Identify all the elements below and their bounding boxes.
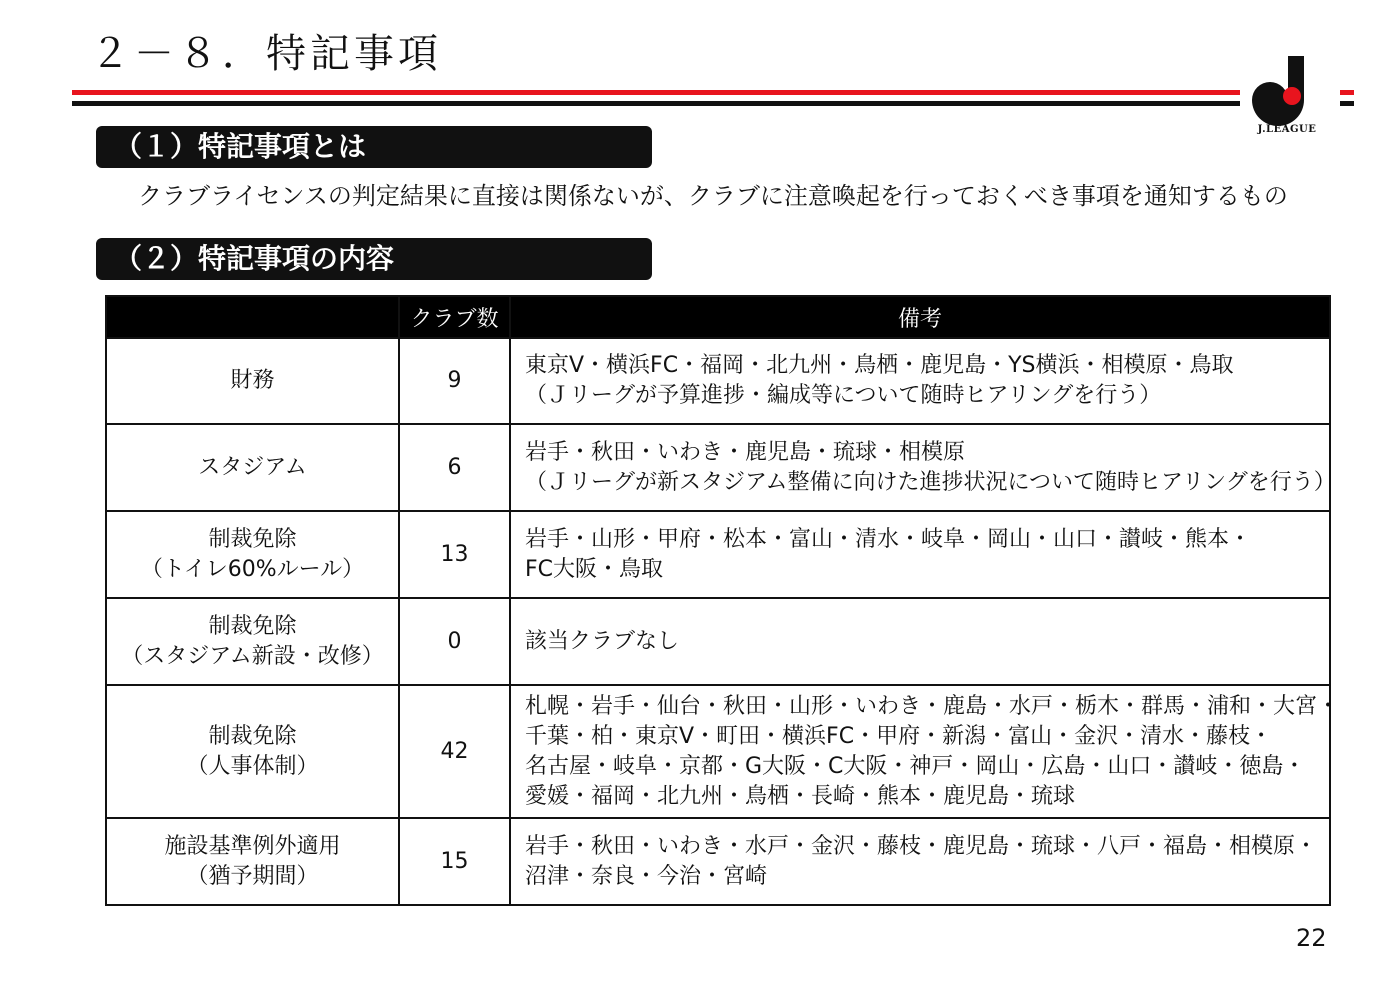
special-notes-table — [105, 295, 1340, 906]
row-remarks — [510, 598, 1330, 685]
row-category — [106, 424, 399, 511]
row-remarks — [510, 685, 1340, 818]
row-count: 6 — [399, 424, 510, 511]
header-black-rule-right — [1340, 101, 1354, 106]
header-red-rule — [72, 90, 1240, 95]
remarks-line: （Ｊリーグが予算進捗・編成等について随時ヒアリングを行う） — [525, 383, 1162, 408]
category-line: （トイレ60%ルール） — [140, 556, 365, 582]
remarks-line: 岩手・秋田・いわき・鹿児島・琉球・相模原 — [525, 439, 966, 465]
row-remarks — [510, 818, 1330, 905]
section2-heading: （２）特記事項の内容 — [96, 238, 652, 280]
row-category — [106, 598, 399, 685]
category-line: （猶予期間） — [186, 863, 319, 889]
category-line: 財務 — [230, 368, 275, 393]
remarks-line: FC大阪・鳥取 — [525, 556, 664, 582]
row-remarks — [510, 511, 1330, 598]
table-row — [106, 338, 1330, 424]
row-count: 42 — [399, 685, 510, 818]
row-count: 0 — [399, 598, 510, 685]
remarks-line: 該当クラブなし — [525, 628, 680, 654]
remarks-line: 名古屋・岐阜・京都・G大阪・C大阪・神戸・岡山・広島・山口・讃岐・徳島・ — [525, 753, 1306, 779]
table-row — [106, 511, 1330, 598]
table-header-row — [106, 296, 1330, 338]
remarks-line: 沼津・奈良・今治・宮崎 — [525, 863, 768, 889]
row-remarks — [510, 338, 1330, 424]
category-line: スタジアム — [198, 454, 307, 480]
header-remarks: 備考 — [510, 296, 1330, 338]
page-title: ２－８．特記事項 — [90, 31, 442, 77]
row-category — [106, 338, 399, 424]
category-line: （スタジアム新設・改修） — [121, 643, 384, 669]
remarks-line: 岩手・秋田・いわき・水戸・金沢・藤枝・鹿児島・琉球・八戸・福島・相模原・ — [525, 833, 1318, 859]
page-number: 22 — [1296, 924, 1327, 952]
row-category — [106, 685, 399, 818]
row-count: 9 — [399, 338, 510, 424]
row-remarks — [510, 424, 1336, 511]
section1-description: クラブライセンスの判定結果に直接は関係ないが、クラブに注意喚起を行っておくべき事項を通知するもの — [138, 182, 1288, 210]
row-category — [106, 511, 399, 598]
header-black-rule — [72, 101, 1240, 106]
row-count: 15 — [399, 818, 510, 905]
remarks-line: 岩手・山形・甲府・松本・富山・清水・岐阜・岡山・山口・讃岐・熊本・ — [525, 526, 1252, 552]
header-red-rule-right — [1340, 90, 1354, 95]
section1-heading: （１）特記事項とは — [96, 126, 652, 168]
remarks-line: 札幌・岩手・仙台・秋田・山形・いわき・鹿島・水戸・栃木・群馬・浦和・大宮・ — [525, 693, 1340, 719]
category-line: （人事体制） — [186, 753, 319, 779]
row-category — [106, 818, 399, 905]
category-line: 制裁免除 — [208, 526, 297, 552]
table-row — [106, 685, 1330, 818]
remarks-line: 愛媛・福岡・北九州・鳥栖・長崎・熊本・鹿児島・琉球 — [525, 783, 1076, 809]
logo-text: J.LEAGUE — [1257, 124, 1317, 135]
remarks-line: （Ｊリーグが新スタジアム整備に向けた進捗状況について随時ヒアリングを行う） — [525, 469, 1336, 495]
table-row — [106, 424, 1330, 511]
table-row — [106, 598, 1330, 685]
table-row — [106, 818, 1330, 905]
remarks-line: 東京V・横浜FC・福岡・北九州・鳥栖・鹿児島・YS横浜・相模原・鳥取 — [525, 353, 1234, 378]
header-category — [106, 296, 399, 338]
category-line: 施設基準例外適用 — [164, 833, 341, 859]
category-line: 制裁免除 — [208, 613, 297, 639]
remarks-line: 千葉・柏・東京V・町田・横浜FC・甲府・新潟・富山・金沢・清水・藤枝・ — [525, 723, 1273, 749]
row-count: 13 — [399, 511, 510, 598]
category-line: 制裁免除 — [208, 723, 297, 749]
header-club-count: クラブ数 — [399, 296, 510, 338]
